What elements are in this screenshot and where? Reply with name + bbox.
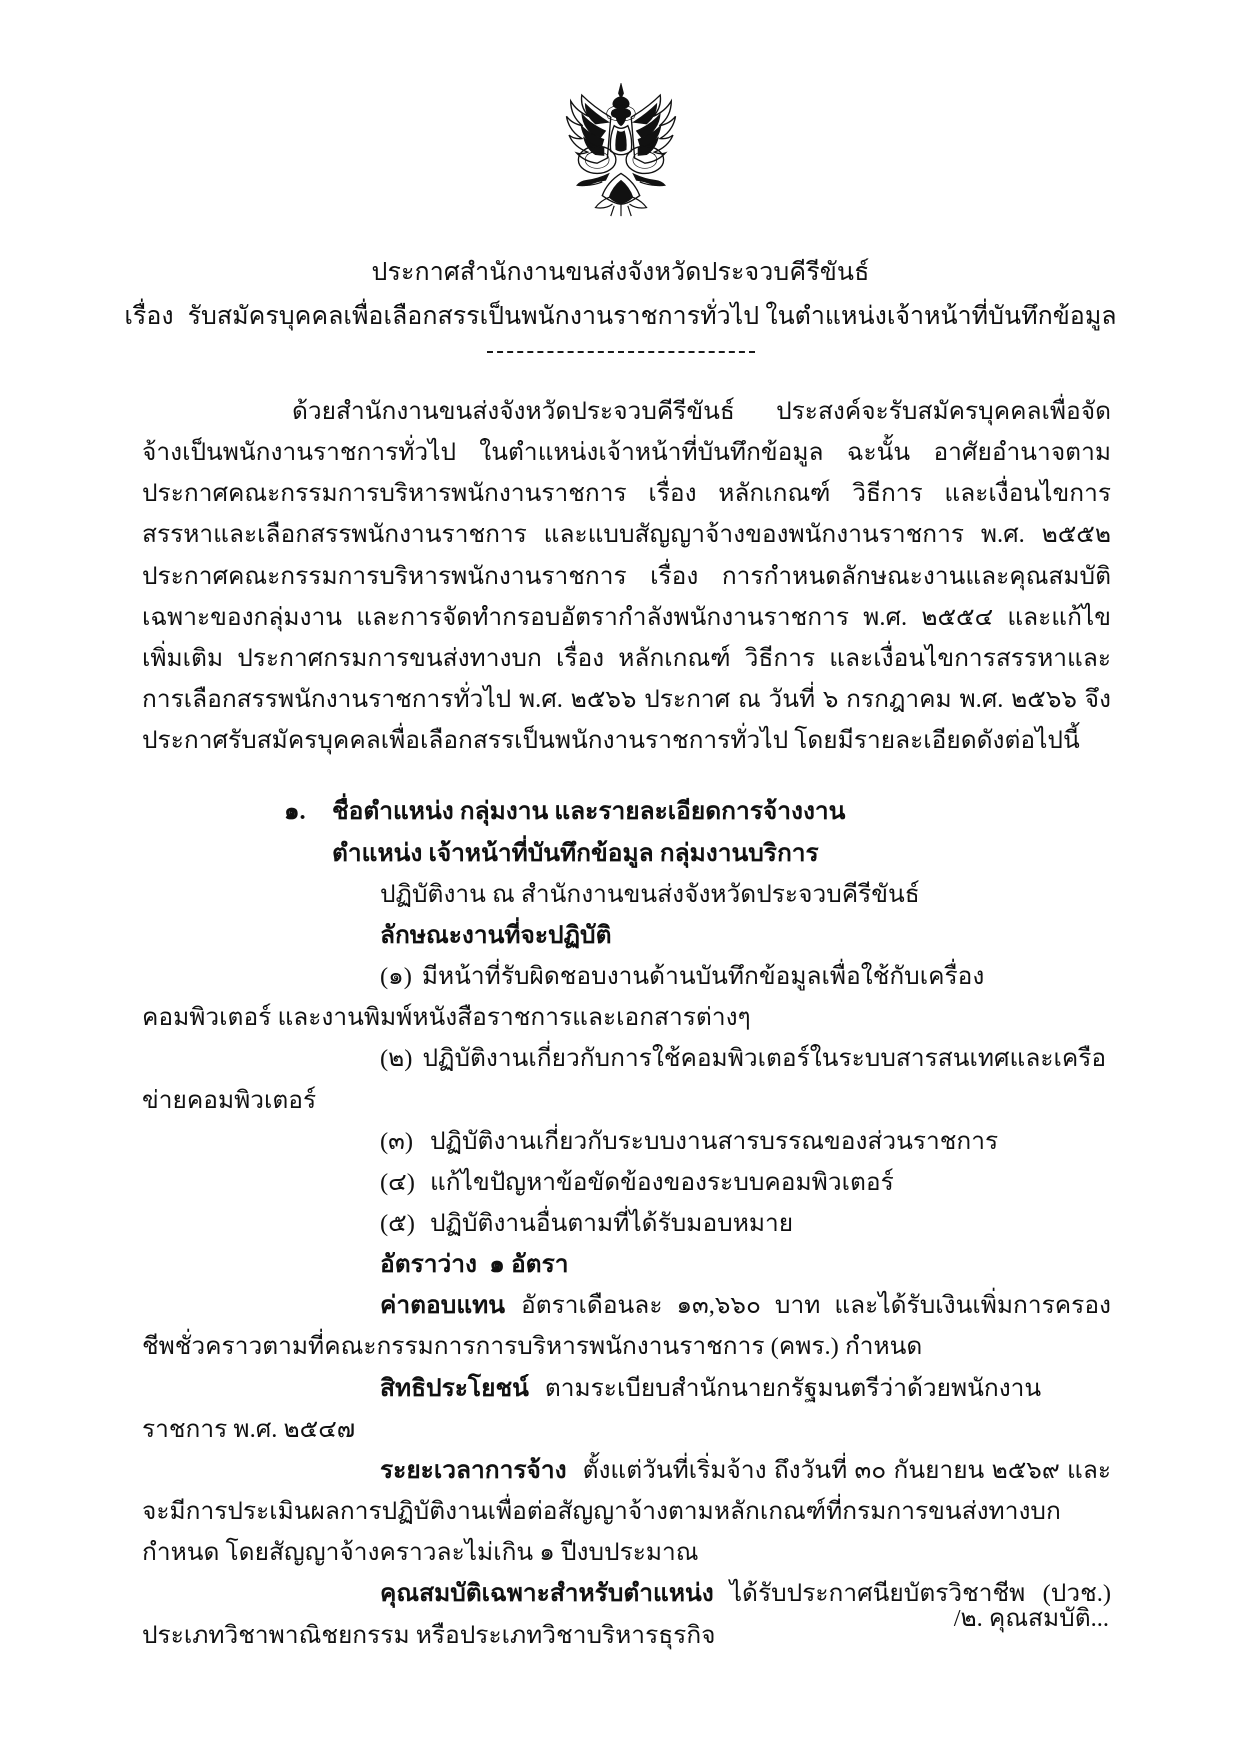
- duty-item-4: [142, 1162, 1111, 1203]
- vacancy-label: อัตราว่าง: [380, 1251, 478, 1279]
- workplace-line: ปฏิบัติงาน ณ สำนักงานขนส่งจังหวัดประจวบคีรีขันธ์: [380, 880, 920, 908]
- page-title: ประกาศสำนักงานขนส่งจังหวัดประจวบคีรีขันธ์: [371, 259, 870, 286]
- position-line: ตำแหน่ง เจ้าหน้าที่บันทึกข้อมูล กลุ่มงานบริการ: [332, 839, 819, 867]
- duration-line: [142, 1450, 1111, 1573]
- compensation-line: [142, 1285, 1111, 1367]
- vacancy-count: ๑: [489, 1251, 505, 1279]
- duties-heading: ลักษณะงานที่จะปฏิบัติ: [380, 921, 612, 949]
- benefits-text: ตามระเบียบสำนักนายกรัฐมนตรีว่าด้วยพนักงานราชการ พ.ศ. ๒๕๔๗: [142, 1374, 1042, 1443]
- subject-line: [0, 298, 1241, 336]
- duty-item-3: [142, 1121, 1111, 1162]
- document-body: [0, 391, 1241, 1656]
- duty-text-4: แก้ไขปัญหาข้อขัดข้องของระบบคอมพิวเตอร์: [430, 1168, 894, 1196]
- duration-label: ระยะเวลาการจ้าง: [380, 1456, 567, 1484]
- section-1: [142, 791, 1111, 1655]
- duty-marker-3: (๓): [380, 1127, 414, 1155]
- divider-container: [0, 351, 1241, 353]
- duty-marker-4: (๔): [380, 1168, 415, 1196]
- footer-continuation-note: /๒. คุณสมบัติ...: [953, 1605, 1109, 1632]
- section-1-heading: [142, 791, 1111, 832]
- duration-text: ตั้งแต่วันที่เริ่มจ้าง ถึงวันที่ ๓๐ กันยายน ๒๕๖๙ และจะมีการประเมินผลการปฏิบัติงานเพื่อต่อสัญญาจ้างตามหลักเกณฑ์ที่กรมการขนส่งทางบกกำหนด โดยสัญญาจ้างคราวละไม่เกิน ๑ ปีงบประมาณ: [142, 1456, 1111, 1567]
- qualifications-label: คุณสมบัติเฉพาะสำหรับตำแหน่ง: [380, 1580, 714, 1608]
- benefits-label: สิทธิประโยชน์: [380, 1374, 529, 1402]
- garuda-emblem: [535, 78, 707, 228]
- section-1-number: ๑.: [284, 798, 306, 826]
- compensation-text: อัตราเดือนละ ๑๓,๖๖๐ บาท และได้รับเงินเพิ่มการครองชีพชั่วคราวตามที่คณะกรรมการการบริหารพนักงานราชการ (คพร.) กำหนด: [142, 1292, 1111, 1361]
- duty-marker-5: (๕): [380, 1209, 415, 1237]
- duty-marker-1: (๑): [380, 963, 412, 991]
- duty-item-5: [142, 1203, 1111, 1244]
- duty-text-3: ปฏิบัติงานเกี่ยวกับระบบงานสารบรรณของส่วนราชการ: [430, 1127, 999, 1155]
- duty-item-2: [142, 1038, 1111, 1120]
- duty-text-5: ปฏิบัติงานอื่นตามที่ได้รับมอบหมาย: [430, 1209, 794, 1237]
- subject-label: เรื่อง: [124, 302, 174, 330]
- compensation-label: ค่าตอบแทน: [380, 1292, 506, 1320]
- duty-text-1: มีหน้าที่รับผิดชอบงานด้านบันทึกข้อมูลเพื่อใช้กับเครื่องคอมพิวเตอร์ และงานพิมพ์หนังสือราชการและเอกสารต่างๆ: [142, 963, 985, 1032]
- subject-text: รับสมัครบุคคลเพื่อเลือกสรรเป็นพนักงานราชการทั่วไป ในตำแหน่งเจ้าหน้าที่บันทึกข้อมูล: [187, 302, 1117, 330]
- intro-paragraph: ด้วยสำนักงานขนส่งจังหวัดประจวบคีรีขันธ์ ประสงค์จะรับสมัครบุคคลเพื่อจัดจ้างเป็นพนักงานราชการทั่วไป ในตำแหน่งเจ้าหน้าที่บันทึกข้อมูล ฉะนั้น อาศัยอำนาจตามประกาศคณะกรรมการบริหารพนักงานราชการ เรื่อง หลักเกณฑ์ วิธีการ และเงื่อนไขการสรรหาและเลือกสรรพนักงานราชการ และแบบสัญญาจ้างของพนักงานราชการ พ.ศ. ๒๕๕๒ ประกาศคณะกรรมการบริหารพนักงานราชการ เรื่อง การกำหนดลักษณะงานและคุณสมบัติเฉพาะของกลุ่มงาน และการจัดทำกรอบอัตรากำลังพนักงานราชการ พ.ศ. ๒๕๕๔ และแก้ไขเพิ่มเติม ประกาศกรมการขนส่งทางบก เรื่อง หลักเกณฑ์ วิธีการ และเงื่อนไขการสรรหาและการเลือกสรรพนักงานราชการทั่วไป พ.ศ. ๒๕๖๖ ประกาศ ณ วันที่ ๖ กรกฎาคม พ.ศ. ๒๕๖๖ จึงประกาศรับสมัครบุคคลเพื่อเลือกสรรเป็นพนักงานราชการทั่วไป โดยมีรายละเอียดดังต่อไปนี้: [142, 398, 1111, 755]
- section-1-title: ชื่อตำแหน่ง กลุ่มงาน และรายละเอียดการจ้างงาน: [332, 798, 846, 826]
- duty-marker-2: (๒): [380, 1045, 413, 1073]
- vacancy-unit: อัตรา: [510, 1251, 569, 1279]
- benefits-line: [142, 1368, 1111, 1450]
- duty-item-1: [142, 956, 1111, 1038]
- qualifications-text: ได้รับประกาศนียบัตรวิชาชีพ (ปวช.) ประเภทวิชาพาณิชยกรรม หรือประเภทวิชาบริหารธุรกิจ: [142, 1580, 1111, 1649]
- vacancy-line: [142, 1244, 1111, 1285]
- document-header: [0, 254, 1241, 335]
- duty-text-2: ปฏิบัติงานเกี่ยวกับการใช้คอมพิวเตอร์ในระบบสารสนเทศและเครือข่ายคอมพิวเตอร์: [142, 1045, 1107, 1114]
- emblem-container: [0, 0, 1241, 228]
- dashed-divider: [487, 351, 755, 353]
